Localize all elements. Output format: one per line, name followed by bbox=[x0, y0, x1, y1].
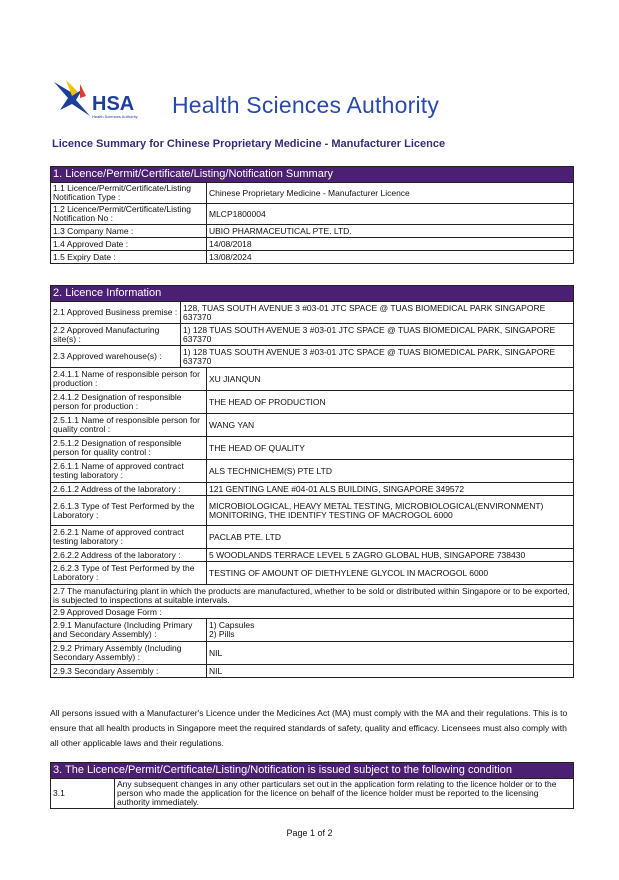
row-label: 2.6.2.3 Type of Test Performed by the Laboratory : bbox=[51, 562, 207, 585]
row-value bbox=[207, 619, 574, 642]
row-value: THE HEAD OF PRODUCTION bbox=[207, 391, 574, 414]
table-row bbox=[51, 225, 574, 238]
compliance-note: All persons issued with a Manufacturer's Licence under the Medicines Act (MA) must comply with the MA and their regulations. This is to ensure that all health products in Singapore meet the required standards of safety, quality and efficacy. Licensees must also comply with all other applicable laws and their regulations. bbox=[50, 708, 568, 748]
table-row bbox=[51, 324, 574, 346]
row-label: 2.6.1.1 Name of approved contract testing laboratory : bbox=[51, 460, 207, 483]
row-value: MICROBIOLOGICAL, HEAVY METAL TESTING, MICROBIOLOGICAL(ENVIRONMENT) MONITORING, THE IDENTIFY TESTING OF MACROGOL 6000 bbox=[207, 496, 574, 526]
header bbox=[52, 76, 472, 124]
table-row bbox=[51, 251, 574, 264]
section-1-heading: 1. Licence/Permit/Certificate/Listing/Notification Summary bbox=[51, 167, 574, 183]
row-label: 1.2 Licence/Permit/Certificate/Listing Notification No : bbox=[51, 204, 207, 225]
dosage-line: 2) Pills bbox=[209, 629, 235, 639]
row-value: Chinese Proprietary Medicine - Manufacturer Licence bbox=[207, 183, 574, 204]
table-row bbox=[51, 204, 574, 225]
row-value: TESTING OF AMOUNT OF DIETHYLENE GLYCOL IN MACROGOL 6000 bbox=[207, 562, 574, 585]
row-value: Any subsequent changes in any other particulars set out in the application form relating to the licence holder or to the person who made the application for the licence on behalf of the licence holder must be reported to the licensing authority immediately. bbox=[115, 779, 574, 809]
section-3-table bbox=[50, 762, 574, 809]
row-value: 14/08/2018 bbox=[207, 238, 574, 251]
table-row bbox=[51, 562, 574, 585]
table-row bbox=[51, 391, 574, 414]
org-name: Health Sciences Authority bbox=[172, 92, 440, 118]
row-label: 2.6.2.2 Address of the laboratory : bbox=[51, 549, 207, 562]
row-value: 1) 128 TUAS SOUTH AVENUE 3 #03-01 JTC SPACE @ TUAS BIOMEDICAL PARK, SINGAPORE 637370 bbox=[181, 346, 574, 368]
table-row bbox=[51, 238, 574, 251]
table-row bbox=[51, 619, 574, 642]
table-row bbox=[51, 607, 574, 619]
table-row bbox=[51, 183, 574, 204]
table-row bbox=[51, 483, 574, 496]
table-row bbox=[51, 414, 574, 437]
table-row bbox=[51, 302, 574, 324]
row-value: XU JIANQUN bbox=[207, 368, 574, 391]
row-value: NIL bbox=[207, 665, 574, 678]
table-row bbox=[51, 460, 574, 483]
dosage-line: 1) Capsules bbox=[209, 620, 255, 630]
row-label: 1.3 Company Name : bbox=[51, 225, 207, 238]
row-label: 1.1 Licence/Permit/Certificate/Listing Notification Type : bbox=[51, 183, 207, 204]
table-row bbox=[51, 346, 574, 368]
row-label: 2.1 Approved Business premise : bbox=[51, 302, 181, 324]
row-label: 2.2 Approved Manufacturing site(s) : bbox=[51, 324, 181, 346]
row-label: 2.6.2.1 Name of approved contract testing laboratory : bbox=[51, 526, 207, 549]
row-value: WANG YAN bbox=[207, 414, 574, 437]
table-row bbox=[51, 585, 574, 607]
table-row bbox=[51, 665, 574, 678]
row-value: ALS TECHNICHEM(S) PTE LTD bbox=[207, 460, 574, 483]
document-title: Licence Summary for Chinese Proprietary Medicine - Manufacturer Licence bbox=[52, 138, 446, 150]
page-number: Page 1 of 2 bbox=[286, 828, 333, 838]
row-label: 2.3 Approved warehouse(s) : bbox=[51, 346, 181, 368]
table-row bbox=[51, 526, 574, 549]
row-label: 3.1 bbox=[51, 779, 115, 809]
row-value: 128, TUAS SOUTH AVENUE 3 #03-01 JTC SPACE @ TUAS BIOMEDICAL PARK SINGAPORE 637370 bbox=[181, 302, 574, 324]
svg-text:Health Sciences Authority: Health Sciences Authority bbox=[92, 114, 138, 119]
table-row bbox=[51, 368, 574, 391]
hsa-logo bbox=[52, 76, 164, 124]
row-label: 2.6.1.3 Type of Test Performed by the Laboratory : bbox=[51, 496, 207, 526]
table-row bbox=[51, 549, 574, 562]
row-label: 2.9.2 Primary Assembly (Including Secondary Assembly) : bbox=[51, 642, 207, 665]
section-2-heading: 2. Licence Information bbox=[51, 286, 574, 302]
dosage-heading: 2.9 Approved Dosage Form : bbox=[51, 607, 574, 619]
row-label: 2.4.1.2 Designation of responsible person for production : bbox=[51, 391, 207, 414]
row-label: 2.6.1.2 Address of the laboratory : bbox=[51, 483, 207, 496]
row-label: 2.9.3 Secondary Assembly : bbox=[51, 665, 207, 678]
table-row bbox=[51, 496, 574, 526]
svg-text:HSA: HSA bbox=[92, 93, 135, 115]
row-label: 1.5 Expiry Date : bbox=[51, 251, 207, 264]
row-label: 1.4 Approved Date : bbox=[51, 238, 207, 251]
table-row bbox=[51, 642, 574, 665]
section-1-table bbox=[50, 166, 574, 264]
row-value: 121 GENTING LANE #04-01 ALS BUILDING, SINGAPORE 349572 bbox=[207, 483, 574, 496]
row-value: 13/08/2024 bbox=[207, 251, 574, 264]
section-3-heading: 3. The Licence/Permit/Certificate/Listing/Notification is issued subject to the following condition bbox=[51, 763, 574, 779]
table-row bbox=[51, 437, 574, 460]
row-value: 5 WOODLANDS TERRACE LEVEL 5 ZAGRO GLOBAL HUB, SINGAPORE 738430 bbox=[207, 549, 574, 562]
row-value: MLCP1800004 bbox=[207, 204, 574, 225]
row-value: NIL bbox=[207, 642, 574, 665]
row-label: 2.5.1.2 Designation of responsible person for quality control : bbox=[51, 437, 207, 460]
row-label: 2.9.1 Manufacture (Including Primary and Secondary Assembly) : bbox=[51, 619, 207, 642]
row-value: PACLAB PTE. LTD bbox=[207, 526, 574, 549]
row-value: UBIO PHARMACEUTICAL PTE. LTD. bbox=[207, 225, 574, 238]
statement-2-7: 2.7 The manufacturing plant in which the products are manufactured, whether to be sold or distributed within Singapore or to be exported, is subjected to inspections at suitable intervals. bbox=[51, 585, 574, 607]
section-2-table bbox=[50, 285, 574, 678]
row-label: 2.4.1.1 Name of responsible person for production : bbox=[51, 368, 207, 391]
row-value: THE HEAD OF QUALITY bbox=[207, 437, 574, 460]
table-row bbox=[51, 779, 574, 809]
row-label: 2.5.1.1 Name of responsible person for quality control : bbox=[51, 414, 207, 437]
row-value: 1) 128 TUAS SOUTH AVENUE 3 #03-01 JTC SPACE @ TUAS BIOMEDICAL PARK, SINGAPORE 637370 bbox=[181, 324, 574, 346]
